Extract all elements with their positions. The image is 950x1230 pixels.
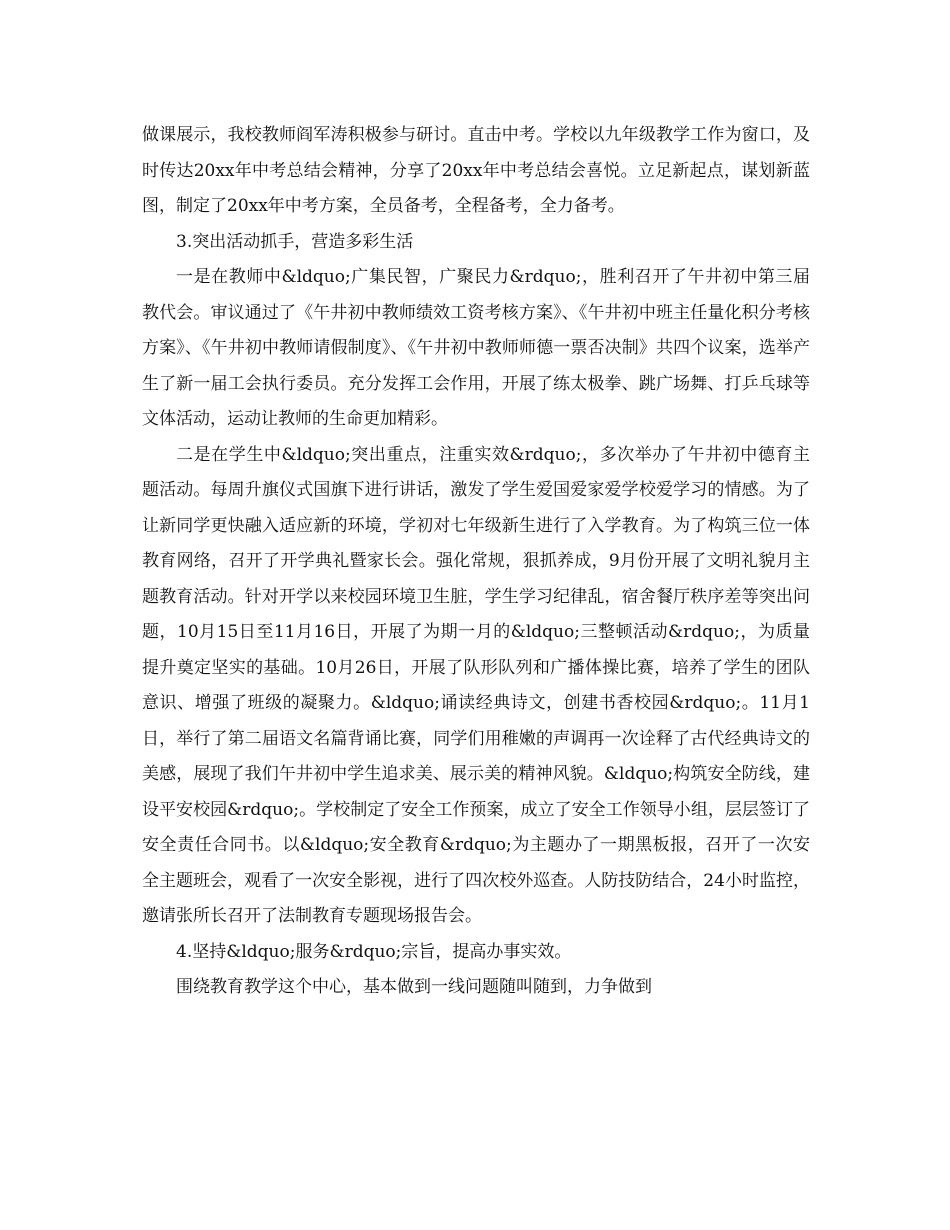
document-page	[142, 118, 810, 1006]
paragraph-teacher-activities: 一是在教师中&ldquo;广集民智，广聚民力&rdquo;，胜利召开了午井初中第三届教代会。审议通过了《午井初中教师绩效工资考核方案》、《午井初中班主任量化积分考核方案》、《午井初中教师请假制度》、《午井初中教师师德一票否决制》共四个议案，选举产生了新一届工会执行委员。充分发挥工会作用，开展了练太极拳、跳广场舞、打乒乓球等文体活动，运动让教师的生命更加精彩。	[142, 267, 810, 429]
section-heading-service: 4.坚持&ldquo;服务&rdquo;宗旨，提高办事实效。	[176, 941, 572, 962]
paragraph-service: 围绕教育教学这个中心，基本做到一线问题随叫随到，力争做到	[176, 977, 652, 997]
paragraph-exam-preparation: 做课展示，我校教师阎军涛积极参与研讨。直击中考。学校以九年级教学工作为窗口，及时传达20xx年中考总结会精神，分享了20xx年中考总结会喜悦。立足新起点，谋划新蓝图，制定了20xx年中考方案，全员备考，全程备考，全力备考。	[142, 125, 810, 216]
section-heading-activities: 3.突出活动抓手，营造多彩生活	[176, 231, 414, 252]
paragraph-student-activities: 二是在学生中&ldquo;突出重点，注重实效&rdquo;，多次举办了午井初中德育主题活动。每周升旗仪式国旗下进行讲话，激发了学生爱国爱家爱学校爱学习的情感。为了让新同学更快融入适应新的环境，学初对七年级新生进行了入学教育。为了构筑三位一体教育网络，召开了开学典礼暨家长会。强化常规，狠抓养成，9月份开展了文明礼貌月主题教育活动。针对开学以来校园环境卫生脏，学生学习纪律乱，宿舍餐厅秩序差等突出问题，10月15日至11月16日，开展了为期一月的&ldquo;三整顿活动&rdquo;，为质量提升奠定坚实的基础。10月26日，开展了队形队列和广播体操比赛，培养了学生的团队意识、增强了班级的凝聚力。&ldquo;诵读经典诗文，创建书香校园&rdquo;。11月1日，举行了第二届语文名篇背诵比赛，同学们用稚嫩的声调再一次诠释了古代经典诗文的美感，展现了我们午井初中学生追求美、展示美的精神风貌。&ldquo;构筑安全防线，建设平安校园&rdquo;。学校制定了安全工作预案，成立了安全工作领导小组，层层签订了安全责任合同书。以&ldquo;安全教育&rdquo;为主题办了一期黑板报，召开了一次安全主题班会，观看了一次安全影视，进行了四次校外巡查。人防技防结合，24小时监控，邀请张所长召开了法制教育专题现场报告会。	[142, 444, 810, 926]
